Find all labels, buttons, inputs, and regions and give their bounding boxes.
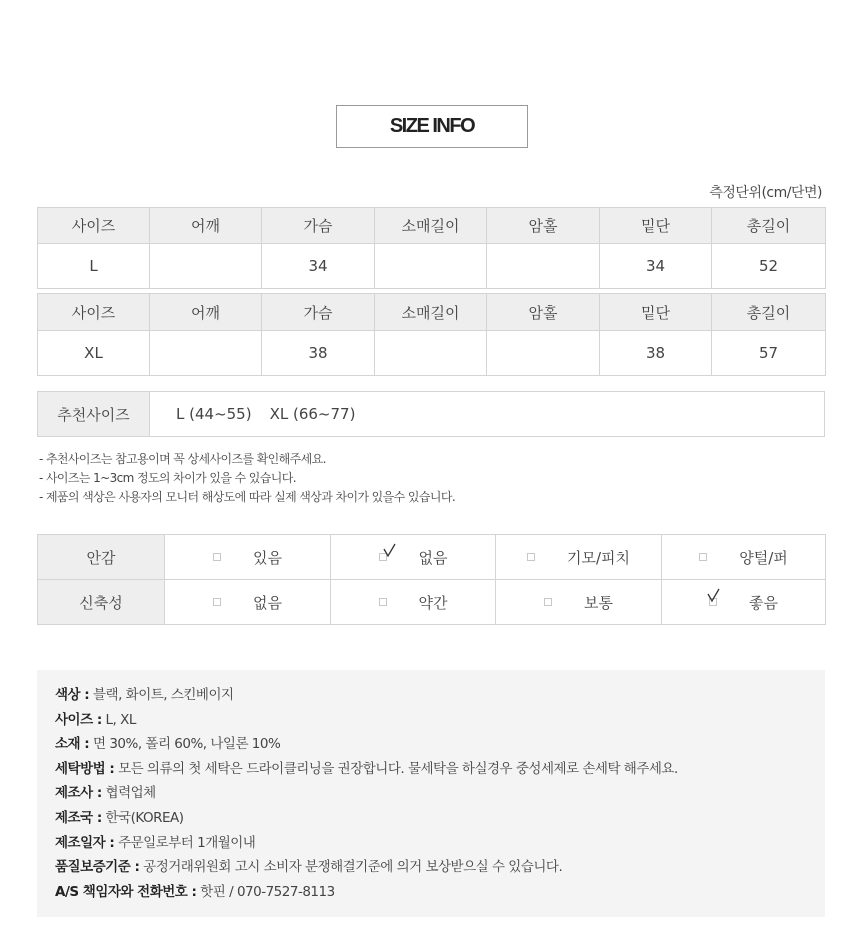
option-label: 양털/퍼 bbox=[739, 548, 788, 567]
value-cell: 57 bbox=[712, 331, 826, 376]
info-key: 제조국 : bbox=[55, 809, 102, 826]
recommended-size-xl: XL (66~77) bbox=[269, 405, 356, 423]
info-value: 협력업체 bbox=[105, 785, 156, 802]
value-cell: 34 bbox=[600, 244, 712, 289]
info-row-washing bbox=[55, 757, 678, 782]
checkbox-icon bbox=[379, 598, 387, 606]
info-value: 핫핀 / 070-7527-8113 bbox=[200, 883, 335, 900]
info-key: A/S 책임자와 전화번호 : bbox=[55, 883, 197, 900]
info-key: 품질보증기준 : bbox=[55, 859, 140, 876]
header-cell: 소매길이 bbox=[375, 208, 487, 244]
option-cell bbox=[331, 580, 496, 625]
size-notes bbox=[39, 450, 455, 507]
size-cell: XL bbox=[38, 331, 150, 376]
header-cell: 총길이 bbox=[712, 294, 826, 331]
option-cell bbox=[165, 535, 331, 580]
value-cell: 38 bbox=[262, 331, 375, 376]
checkbox-icon bbox=[699, 553, 707, 561]
value-cell bbox=[150, 244, 262, 289]
option-label: 없음 bbox=[253, 593, 282, 612]
lining-label: 안감 bbox=[38, 535, 165, 580]
recommended-size-box bbox=[37, 391, 825, 437]
value-cell: 38 bbox=[600, 331, 712, 376]
checkmark-icon bbox=[707, 588, 721, 604]
header-cell: 밑단 bbox=[600, 294, 712, 331]
checkbox-icon bbox=[527, 553, 535, 561]
size-table-xl bbox=[37, 293, 826, 376]
info-row-country bbox=[55, 806, 678, 831]
option-cell-selected bbox=[662, 580, 826, 625]
value-cell: 52 bbox=[712, 244, 826, 289]
elasticity-label: 신축성 bbox=[38, 580, 165, 625]
value-cell bbox=[375, 244, 487, 289]
recommended-size-values bbox=[150, 392, 355, 436]
header-cell: 어깨 bbox=[150, 208, 262, 244]
recommended-size-label: 추천사이즈 bbox=[38, 392, 150, 436]
header-cell: 소매길이 bbox=[375, 294, 487, 331]
option-label: 좋음 bbox=[749, 593, 778, 612]
info-value: 면 30%, 폴리 60%, 나일론 10% bbox=[92, 736, 281, 753]
size-table-header-row bbox=[38, 294, 826, 331]
size-info-title: SIZE INFO bbox=[336, 105, 528, 148]
info-key: 제조일자 : bbox=[55, 834, 115, 851]
checkbox-icon bbox=[544, 598, 552, 606]
header-cell: 사이즈 bbox=[38, 294, 150, 331]
header-cell: 가슴 bbox=[262, 208, 375, 244]
checkbox-icon bbox=[213, 553, 221, 561]
option-label: 보통 bbox=[584, 593, 613, 612]
size-cell: L bbox=[38, 244, 150, 289]
option-label: 있음 bbox=[253, 548, 282, 567]
value-cell bbox=[487, 331, 600, 376]
option-cell bbox=[662, 535, 826, 580]
header-cell: 밑단 bbox=[600, 208, 712, 244]
info-key: 소재 : bbox=[55, 736, 90, 753]
note-line: - 사이즈는 1~3cm 정도의 차이가 있을 수 있습니다. bbox=[39, 471, 296, 485]
info-value: 주문일로부터 1개월이내 bbox=[118, 834, 256, 851]
note-line: - 제품의 색상은 사용자의 모니터 해상도에 따라 실제 색상과 차이가 있을수 있습니다. bbox=[39, 490, 456, 504]
size-table-l bbox=[37, 207, 826, 289]
header-cell: 총길이 bbox=[712, 208, 826, 244]
option-label: 기모/피치 bbox=[566, 548, 630, 567]
info-row-size bbox=[55, 708, 678, 733]
info-value: 공정거래위원회 고시 소비자 분쟁해결기준에 의거 보상받으실 수 있습니다. bbox=[143, 859, 563, 876]
elasticity-row bbox=[38, 580, 826, 625]
value-cell bbox=[375, 331, 487, 376]
info-key: 제조사 : bbox=[55, 785, 102, 802]
value-cell bbox=[487, 244, 600, 289]
header-cell: 암홀 bbox=[487, 208, 600, 244]
header-cell: 어깨 bbox=[150, 294, 262, 331]
table-row bbox=[38, 331, 826, 376]
option-cell bbox=[496, 535, 662, 580]
option-cell bbox=[496, 580, 662, 625]
info-row-material bbox=[55, 732, 678, 757]
info-value: 모든 의류의 첫 세탁은 드라이클리닝을 권장합니다. 물세탁을 하실경우 중성세제로 손세탁 해주세요. bbox=[118, 760, 678, 777]
size-table-header-row bbox=[38, 208, 826, 244]
option-cell bbox=[165, 580, 331, 625]
info-row-warranty bbox=[55, 855, 678, 880]
info-value: 한국(KOREA) bbox=[105, 809, 184, 826]
option-label: 없음 bbox=[418, 548, 448, 567]
product-info-box bbox=[37, 670, 825, 917]
info-row-color bbox=[55, 683, 678, 708]
value-cell: 34 bbox=[262, 244, 375, 289]
checkmark-icon bbox=[383, 543, 397, 559]
recommended-size-l: L (44~55) bbox=[176, 405, 252, 423]
info-row-manufacturer bbox=[55, 781, 678, 806]
info-key: 세탁방법 : bbox=[55, 760, 115, 777]
note-line: - 추천사이즈는 참고용이며 꼭 상세사이즈를 확인해주세요. bbox=[39, 452, 326, 466]
option-label: 약간 bbox=[418, 593, 448, 612]
option-cell-selected bbox=[331, 535, 496, 580]
measurement-unit-label: 측정단위(cm/단면) bbox=[709, 185, 822, 201]
info-row-date bbox=[55, 831, 678, 856]
header-cell: 가슴 bbox=[262, 294, 375, 331]
info-key: 색상 : bbox=[55, 687, 90, 703]
lining-row bbox=[38, 535, 826, 580]
info-value: L, XL bbox=[105, 711, 136, 728]
value-cell bbox=[150, 331, 262, 376]
table-row bbox=[38, 244, 826, 289]
header-cell: 사이즈 bbox=[38, 208, 150, 244]
header-cell: 암홀 bbox=[487, 294, 600, 331]
info-value: 블랙, 화이트, 스킨베이지 bbox=[92, 687, 234, 703]
info-key: 사이즈 : bbox=[55, 711, 102, 728]
info-row-as-contact bbox=[55, 880, 678, 905]
checkbox-icon bbox=[213, 598, 221, 606]
fabric-feel-table bbox=[37, 534, 826, 625]
